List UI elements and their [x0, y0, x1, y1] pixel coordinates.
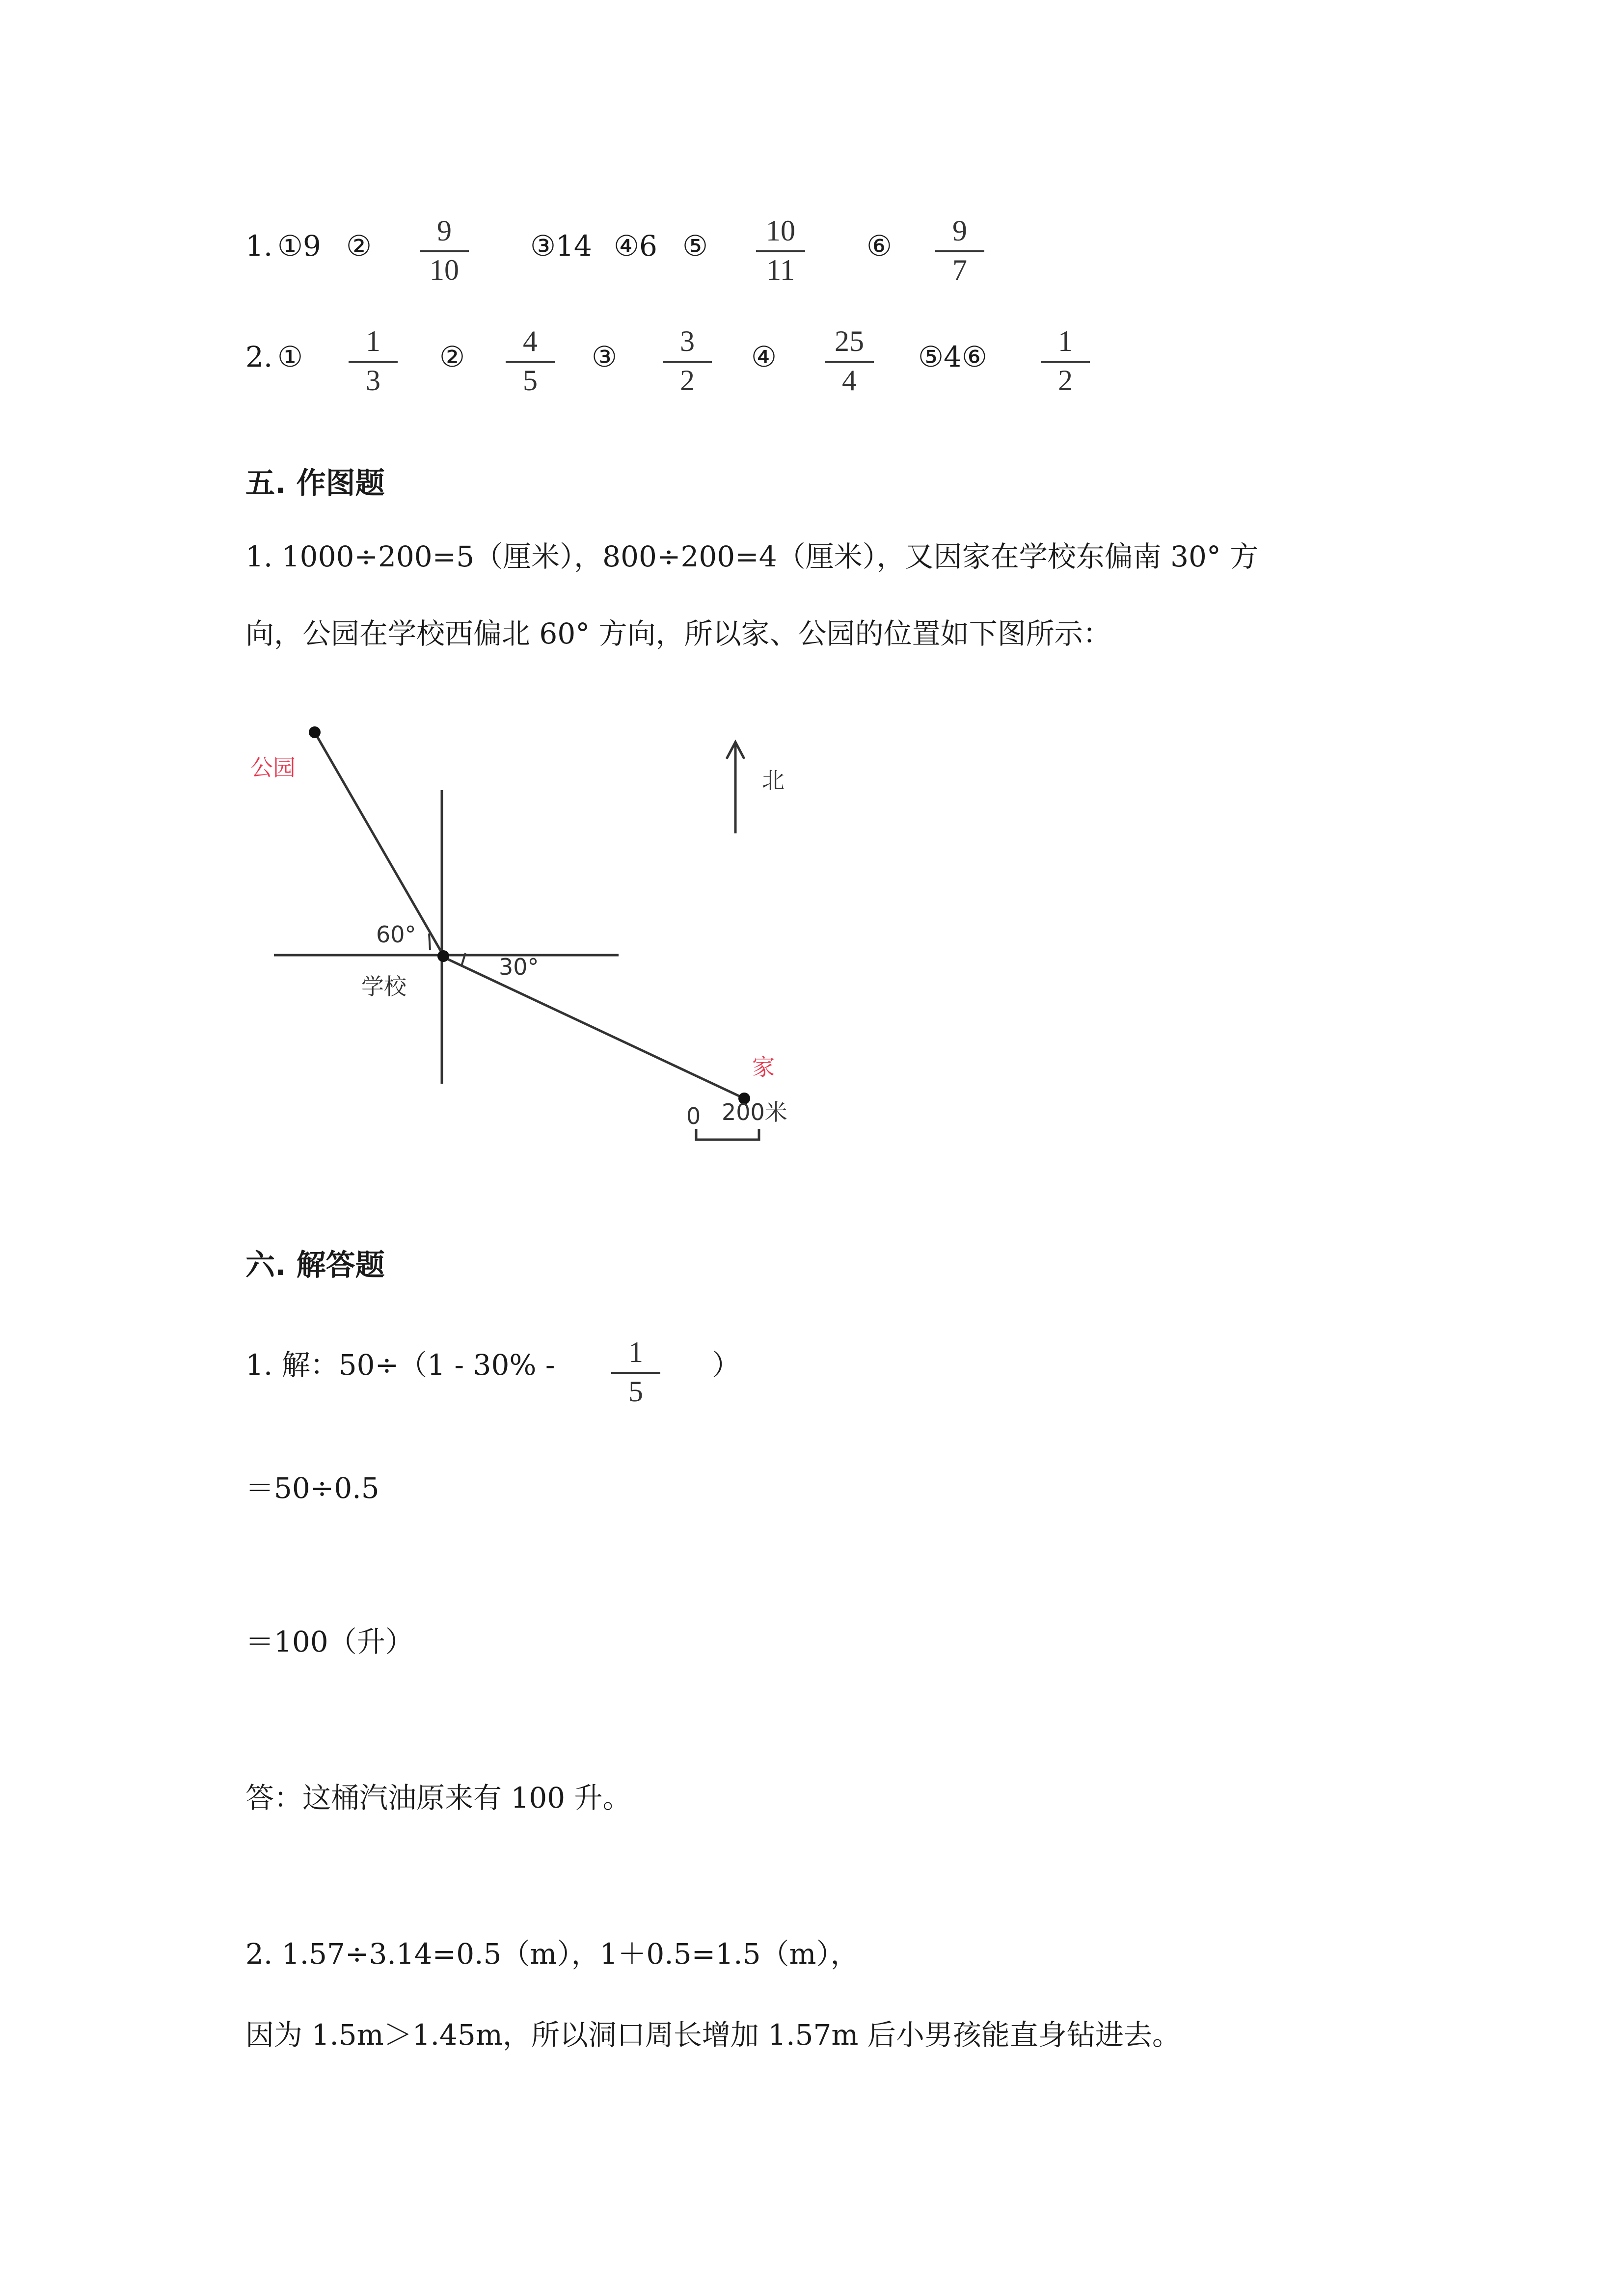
q1-answer-3: ③14: [530, 229, 592, 263]
angle-60-label: 60°: [376, 921, 416, 948]
q1-answer-1: ①9: [277, 229, 321, 263]
s6-q1-line-1: 1. 解：50÷（1 - 30% -: [245, 1348, 555, 1382]
section-5-title: 五. 作图题: [245, 466, 385, 501]
q2-marker-3: ③: [592, 340, 617, 374]
s6-q1-fraction: 1 5: [606, 1337, 665, 1406]
scale-value-label: 200米: [722, 1099, 787, 1125]
q2-marker-1: ①: [277, 340, 303, 374]
direction-diagram: [245, 702, 835, 1163]
s6-q1-answer: 答：这桶汽油原来有 100 升。: [245, 1781, 631, 1815]
q1-prefix: 1.: [245, 229, 273, 263]
q2-fraction-2: 4 5: [501, 326, 560, 395]
q1-marker-2: ②: [346, 229, 372, 263]
s6-q2-line-2: 因为 1.5m＞1.45m，所以洞口周长增加 1.57m 后小男孩能直身钻进去。: [245, 2018, 1181, 2052]
q1-fraction-2: 9 10: [415, 216, 474, 285]
q2-fraction-3: 3 2: [658, 326, 717, 395]
scale-zero-label: 0: [686, 1103, 701, 1129]
q2-marker-2: ②: [439, 340, 465, 374]
s6-q1-line-3: ＝100（升）: [245, 1625, 414, 1658]
q1-answer-4: ④6: [614, 229, 657, 263]
school-label: 学校: [361, 973, 406, 1000]
scale-bar: [696, 1129, 759, 1140]
q1-marker-6: ⑥: [866, 229, 892, 263]
north-label: 北: [762, 767, 785, 794]
home-label: 家: [752, 1054, 775, 1080]
q2-fraction-1: 1 3: [344, 326, 403, 395]
q2-marker-4: ④: [751, 340, 777, 374]
q1-marker-5: ⑤: [682, 229, 708, 263]
angle-mark-60: [429, 934, 430, 950]
q2-marker-5-6: ⑤4⑥: [918, 340, 987, 374]
s6-q2-line-1: 2. 1.57÷3.14=0.5（m），1＋0.5=1.5（m），: [245, 1937, 859, 1971]
q2-fraction-4: 25 4: [820, 326, 879, 395]
q2-prefix: 2.: [245, 340, 273, 374]
school-point: [437, 950, 449, 962]
s6-q1-close-paren: ）: [712, 1348, 741, 1382]
s6-q1-line-2: ＝50÷0.5: [245, 1471, 379, 1505]
q2-fraction-6: 1 2: [1036, 326, 1095, 395]
q1-fraction-5: 10 11: [751, 216, 810, 285]
park-point: [309, 726, 321, 738]
section-6-title: 六. 解答题: [245, 1248, 385, 1282]
angle-30-label: 30°: [499, 954, 539, 980]
section-5-line-1: 1. 1000÷200=5（厘米），800÷200=4（厘米），又因家在学校东偏南 30° 方: [245, 540, 1259, 573]
q1-fraction-6: 9 7: [930, 216, 989, 285]
section-5-line-2: 向，公园在学校西偏北 60° 方向，所以家、公园的位置如下图所示：: [245, 617, 1111, 650]
home-line: [443, 957, 744, 1098]
park-label: 公园: [250, 754, 296, 781]
